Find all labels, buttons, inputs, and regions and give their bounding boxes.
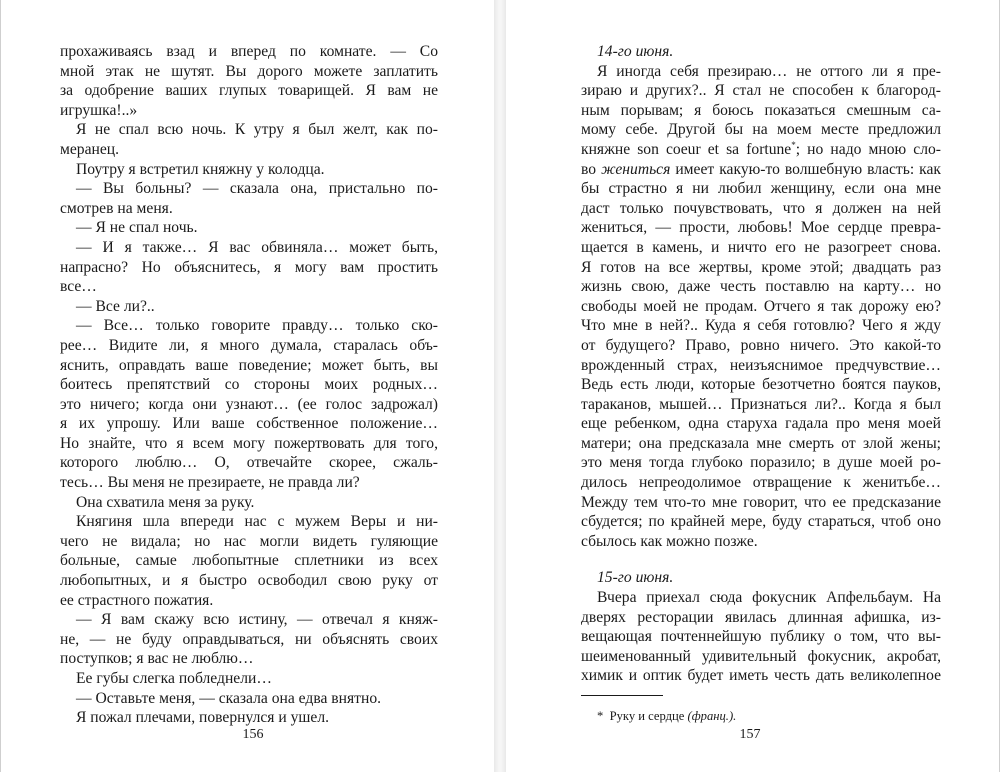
text-line: жениться, — прости, любовь! Мое сердце превра- <box>581 219 941 237</box>
text-line: — Все ли?.. <box>76 297 155 315</box>
text-line: ее страстного пожатия. <box>60 591 214 609</box>
text-line: сбылось как можно позже. <box>581 532 758 550</box>
text-line: боитесь препятствий со стороны моих родных… <box>60 376 438 394</box>
text-line: — Я вам скажу всю истину, — отвечал я княж- <box>76 611 438 629</box>
left-page-body <box>60 42 438 728</box>
text-line: щается в камень, и ничто его не разогреет снова. <box>581 238 941 256</box>
text-line: напрасно? Но объяснитесь, я могу вам простить <box>60 258 438 276</box>
text-line: Я иногда себя презираю… не оттого ли я пре- <box>597 62 941 80</box>
text-line: Княгиня шла впереди нас с мужем Веры и ни- <box>76 513 438 531</box>
text-line: бы страстно я ни любил женщину, если она мне <box>581 180 941 198</box>
text-line: еще ребенком, одна старуха гадала про меня моей <box>581 415 941 433</box>
text-line: Между тем что-то мне говорит, что ее предсказание <box>581 493 941 511</box>
text-line: шеименованный удивительный фокусник, акробат, <box>581 647 941 665</box>
text-line: Я пожал плечами, повернулся и ушел. <box>76 709 330 727</box>
text-line: зираю и других?.. Я стал не способен к благород- <box>581 82 941 100</box>
text-line: матери; она предсказала мне смерть от злой жены; <box>581 434 941 452</box>
text-line: дилось непреодолимое отвращение к женитьбе… <box>581 474 941 492</box>
text-line: мому себе. Другой бы на моем месте предложил <box>581 121 941 139</box>
text-line: меранец. <box>60 140 120 158</box>
left-page <box>0 0 494 772</box>
text-line: Я не спал всю ночь. К утру я был желт, как по- <box>76 121 438 139</box>
text-line: любопытных, и я быстро освободил свою руку от <box>60 572 438 590</box>
text-line: — Я не спал ночь. <box>76 219 198 237</box>
entry-date-15-june: 15-го июня. <box>597 569 674 587</box>
text-line: это ничего; когда они узнают… (ее голос задрожал) <box>60 395 438 413</box>
text-line: химик и оптик будет иметь честь дать великолепное <box>581 667 941 685</box>
text-line: Я готов на все жертвы, кроме этой; двадцать раз <box>581 258 941 276</box>
text-line: за одобрение ваших глупых товарищей. Я вам не <box>60 82 438 100</box>
text-line: Но знайте, что я всем могу пожертвовать для того, <box>60 434 438 452</box>
text-line: тесь… Вы меня не презираете, не правда ли? <box>60 474 360 492</box>
text-line: поступков; я вас не люблю… <box>60 650 254 668</box>
text-line: сбудется; по крайней мере, буду стараться, чтоб оно <box>581 513 941 531</box>
text-line: не, — не буду оправдываться, ни объяснять своих <box>60 630 438 648</box>
right-page-body <box>581 42 941 724</box>
footnote-rule <box>581 695 663 696</box>
text-line: смотрев на меня. <box>60 199 173 217</box>
text-line: которого люблю… О, отвечайте скорее, сжаль- <box>60 454 438 472</box>
text-line: Вчера приехал сюда фокусник Апфельбаум. На <box>597 589 941 607</box>
text-line: больные, самые любопытные сплетники из всех <box>60 552 438 570</box>
text-line: Она схватила меня за руку. <box>76 493 255 511</box>
text-line: тараканов, мышей… Признаться ли?.. Когда я был <box>581 395 941 413</box>
text-line: даст только почувствовать, что я должен на ней <box>581 199 941 217</box>
text-line: мной этак не шутят. Вы дорого можете заплатить <box>60 62 438 80</box>
text-line: от будущего? Право, ровно ничего. Это какой-то <box>581 336 941 354</box>
footnote-mark: * <box>597 709 604 723</box>
book-gutter <box>494 0 506 772</box>
footnote-language: (франц.). <box>687 709 737 723</box>
text-line: — И я также… Я вас обвиняла… может быть, <box>76 238 438 256</box>
text-line: Ее губы слегка побледнели… <box>76 670 272 687</box>
text-line: игрушка!..» <box>60 101 138 119</box>
text-line: ным порывам; я боюсь показаться смешным са- <box>581 101 941 119</box>
entry-15-june-text <box>581 588 941 686</box>
text-line: я их упрошу. Или ваше собственное положение… <box>60 415 438 433</box>
text-line: Что мне в ней?.. Куда я себя готовлю? Чего я жду <box>581 317 941 335</box>
entry-14-june-text <box>581 62 941 552</box>
text-line: — Оставьте меня, — сказала она едва внятно. <box>76 689 382 707</box>
footnote-text: Руку и сердце <box>609 709 685 723</box>
text-line: вещающая почтеннейшую публику о том, что вы- <box>581 628 941 646</box>
text-line: дверях ресторации явилась длинная афишка, из- <box>581 608 941 626</box>
text-line: — Все… только говорите правду… только ско- <box>76 317 438 335</box>
text-line: врожденный страх, неизъяснимое предчувствие… <box>581 356 941 374</box>
text-line: — Вы больны? — сказала она, пристально по- <box>76 180 438 198</box>
text-line: яснить, оправдать ваше поведение; может быть, вы <box>60 356 438 374</box>
text-line: это меня тогда глубоко поразило; в душе моей ро- <box>581 454 941 472</box>
right-page-number: 157 <box>739 727 761 742</box>
text-line: чего не видала; но нас могли видеть гуляющие <box>60 532 438 550</box>
text-line: во жениться имеет какую-то волшебную власть: как <box>581 160 942 178</box>
footnote <box>581 708 941 724</box>
text-line: рее… Видите ли, я много думала, старалась объ- <box>60 336 438 354</box>
text-line: Поутру я встретил княжну у колодца. <box>76 160 325 178</box>
text-line: прохаживаясь взад и вперед по комнате. — Со <box>60 43 438 60</box>
text-line: жизнь свою, даже честь поставлю на карту… но <box>581 278 941 296</box>
text-line: все… <box>60 278 97 296</box>
right-page <box>506 0 1000 772</box>
left-page-number: 156 <box>242 727 264 742</box>
text-line: княжне son coeur et sa fortune*; но надо мною сло- <box>581 139 941 158</box>
text-line: Ведь есть люди, которые безотчетно боятся пауков, <box>581 376 941 394</box>
entry-date-14-june: 14-го июня. <box>597 43 674 60</box>
text-line: свободы моей не продам. Отчего я так дорожу ею? <box>581 297 941 315</box>
